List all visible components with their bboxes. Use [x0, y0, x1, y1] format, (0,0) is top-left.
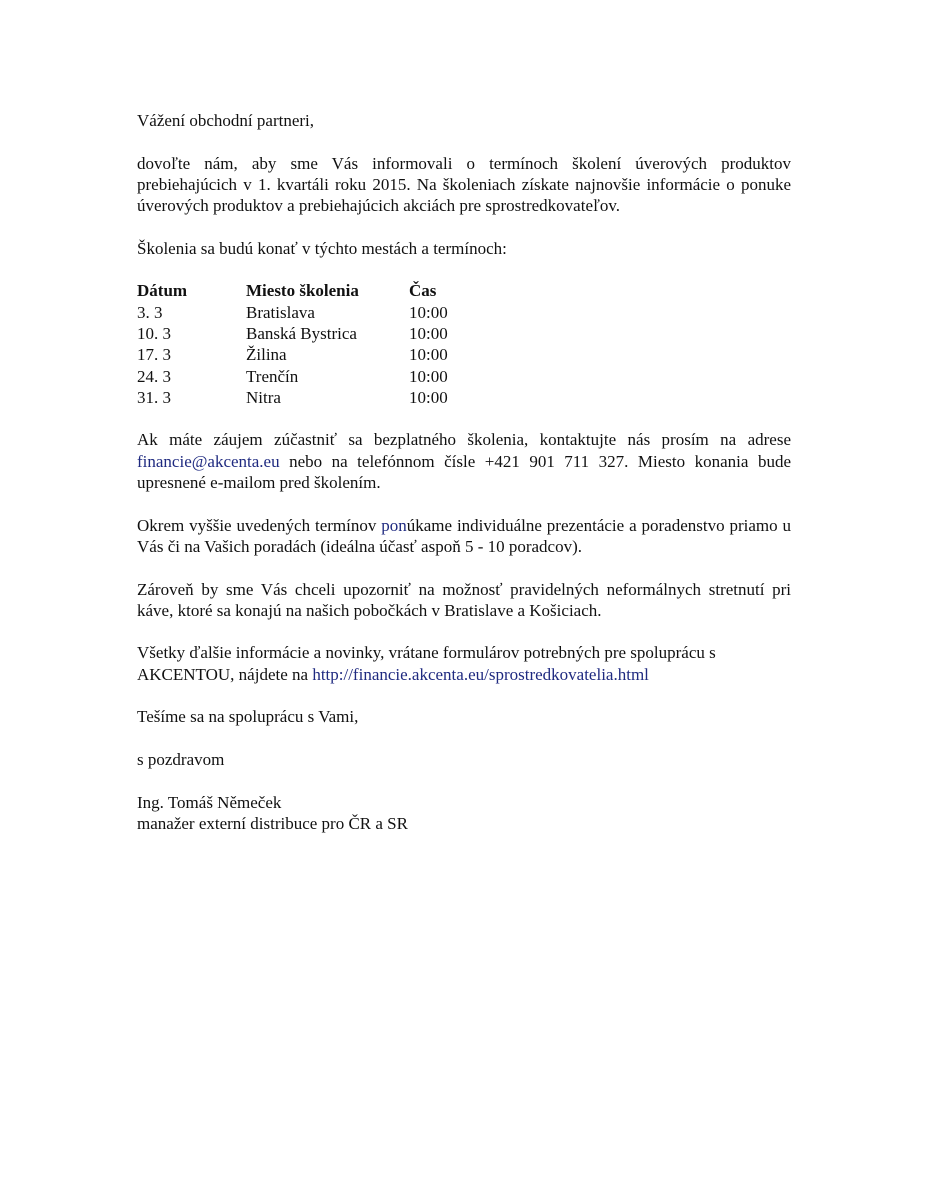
cell-date: 31. 3 — [137, 387, 171, 407]
cell-time: 10:00 — [409, 302, 448, 322]
cell-time: 10:00 — [409, 366, 448, 386]
cell-place: Banská Bystrica — [246, 323, 357, 343]
more-info-paragraph — [137, 642, 791, 685]
closing: Tešíme sa na spoluprácu s Vami, — [137, 707, 359, 727]
table-row — [137, 387, 489, 408]
highlighted-text: pon — [381, 515, 407, 535]
table-header-row — [137, 280, 489, 301]
table-row — [137, 323, 489, 344]
header-date: Dátum — [137, 281, 188, 301]
signature-name: Ing. Tomáš Němeček — [137, 792, 282, 812]
cell-date: 24. 3 — [137, 366, 171, 386]
schedule-table — [137, 280, 489, 408]
schedule-intro: Školenia sa budú konať v týchto mestách a termínoch: — [137, 238, 507, 258]
header-time: Čas — [409, 281, 437, 301]
table-row — [137, 344, 489, 365]
cell-time: 10:00 — [409, 323, 448, 343]
individual-paragraph — [137, 515, 791, 558]
cell-place: Nitra — [246, 387, 281, 407]
table-row — [137, 366, 489, 387]
cell-date: 3. 3 — [137, 302, 163, 322]
header-place: Miesto školenia — [246, 281, 359, 301]
cell-place: Trenčín — [246, 366, 299, 386]
meetings-paragraph: Zároveň by sme Vás chceli upozorniť na možnosť pravidelných neformálnych stretnutí pri káve, ktoré sa konajú na našich pobočkách v Bratislave a Košiciach. — [137, 579, 791, 620]
letter — [137, 110, 791, 834]
more-info-text: Všetky ďalšie informácie a novinky, vrátane formulárov potrebných pre spoluprácu s AKCENTOU, nájdete na — [137, 643, 716, 684]
signature-title: manažer externí distribuce pro ČR a SR — [137, 813, 408, 833]
cell-time: 10:00 — [409, 387, 448, 407]
intro-paragraph: dovoľte nám, aby sme Vás informovali o termínoch školení úverových produktov prebiehajúcich v 1. kvartáli roku 2015. Na školeniach získate najnovšie informácie o ponuke úverových produktov a prebiehajúcich akciách pre sprostredkovateľov. — [137, 153, 791, 216]
regards: s pozdravom — [137, 749, 225, 769]
contact-text-after: nebo na telefónnom čísle +421 901 711 327. Miesto konania bude upresnené e-mailom pred školením. — [137, 451, 791, 493]
contact-text-before: Ak máte záujem zúčastniť sa bezplatného školenia, kontaktujte nás prosím na adrese — [137, 430, 791, 450]
cell-date: 10. 3 — [137, 323, 171, 343]
table-row — [137, 302, 489, 323]
greeting: Vážení obchodní partneri, — [137, 111, 315, 130]
contact-paragraph — [137, 429, 791, 493]
cell-place: Bratislava — [246, 302, 315, 322]
website-link[interactable]: http://financie.akcenta.eu/sprostredkovatelia.html — [312, 664, 649, 684]
cell-time: 10:00 — [409, 345, 448, 365]
email-link[interactable]: financie@akcenta.eu — [137, 451, 280, 471]
cell-place: Žilina — [246, 345, 287, 365]
individual-text-before: Okrem vyššie uvedených termínov — [137, 515, 382, 535]
individual-text-after: úkame individuálne prezentácie a poradenstvo priamo u Vás či na Vašich poradách (ideálna účasť aspoň 5 - 10 poradcov). — [137, 515, 792, 556]
cell-date: 17. 3 — [137, 345, 171, 365]
